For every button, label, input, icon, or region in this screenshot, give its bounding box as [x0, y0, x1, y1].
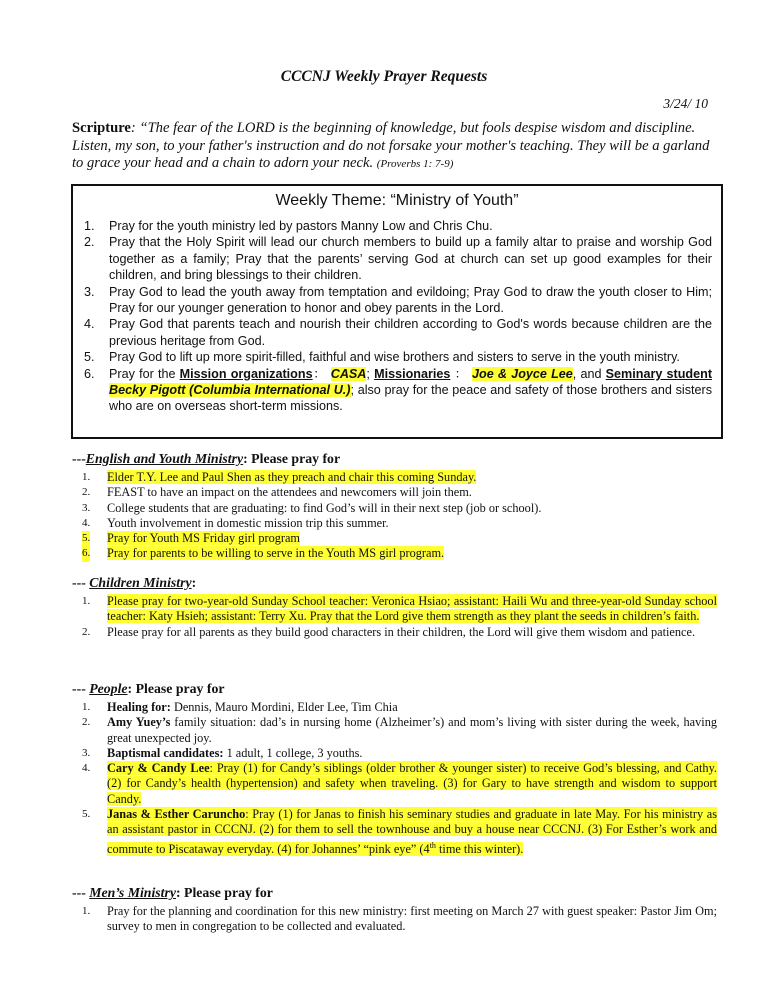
- heading-rest: : Please pray for: [176, 885, 273, 900]
- list-item: [72, 485, 717, 500]
- heading-rest: : Please pray for: [127, 681, 225, 696]
- item-text: Pray for parents to be willing to serve in the Youth MS girl program.: [107, 546, 445, 561]
- item-number: 1.: [82, 701, 91, 713]
- item-text: Pray for the: [109, 366, 180, 381]
- list-item: [72, 531, 717, 546]
- heading-rest: : Please pray for: [243, 451, 341, 466]
- item-text: Please pray for all parents as they build good characters in their children, the Lord will give them wisdom and patience.: [107, 624, 696, 639]
- item-text: Pray God to lift up more spirit-filled, faithful and wise brothers and sisters to serve in the youth ministry.: [109, 350, 680, 365]
- item-number: 6.: [84, 366, 95, 381]
- item-text: Please pray for two-year-old Sunday School teacher: Veronica Hsiao; assistant: Haili Wu and three-year-old Sunday school teacher: Katy Hsieh; assistant: Terry Xu. Pray that the Lord give them strength as they plant the seeds in children’s faith.: [107, 594, 717, 624]
- item-text: time this winter).: [435, 841, 524, 856]
- person-name: Janas & Esther Caruncho: [107, 807, 246, 822]
- item-number: 4.: [82, 762, 91, 775]
- weekly-theme-title: Weekly Theme: “Ministry of Youth”: [275, 192, 519, 209]
- person-name: Amy Yuey’s: [107, 715, 171, 730]
- list-item: [72, 516, 717, 531]
- item-text: Youth involvement in domestic mission trip this summer.: [107, 515, 389, 530]
- item-text: : Pray (1) for Candy’s siblings (older brother & younger sister) to receive God’s blessing, and Cathy. (2) for Candy’s health (hypertension) and safety when traveling. (3) for Gary to have strength and wisdom to support Candy.: [107, 761, 717, 806]
- person-name: Healing for:: [107, 700, 171, 714]
- item-text: Dennis, Mauro Mordini, Elder Lee, Tim Chia: [170, 700, 398, 714]
- list-item: [73, 284, 721, 317]
- item-number: 2.: [82, 625, 91, 638]
- scripture-block: [72, 120, 712, 174]
- section-name: English and Youth Ministry: [85, 451, 244, 466]
- heading-dash: ---: [72, 575, 90, 590]
- casa-highlight: CASA: [330, 366, 367, 381]
- section-name: Men’s Ministry: [89, 885, 176, 900]
- seminary-student-label: Seminary student: [605, 366, 713, 381]
- mens-ministry-section: [72, 885, 717, 935]
- list-item-missions: [73, 366, 721, 415]
- person-name: Cary & Candy Lee: [107, 761, 210, 776]
- item-text: Pray for Youth MS Friday girl program: [107, 531, 300, 546]
- list-item: [72, 594, 717, 625]
- list-item: [72, 625, 717, 640]
- separator: ;: [366, 366, 375, 381]
- scripture-text: “The fear of the LORD is the beginning of knowledge, but fools despise wisdom and discipline. Listen, my son, to your father's instruction and do not forsake your mother's teaching. They will be a garland to grace your head and a chain to adorn your neck.: [72, 120, 710, 171]
- seminary-student-highlight: Becky Pigott (Columbia International U.): [109, 383, 351, 398]
- section-name: People: [89, 681, 128, 696]
- date-label: 3/24/ 10: [663, 96, 708, 111]
- item-number: 2.: [84, 235, 95, 250]
- item-text: family situation: dad’s in nursing home (Alzheimer’s) and mom’s living with sister during the week, having great unexpected joy.: [107, 715, 717, 745]
- list-item: [72, 761, 717, 807]
- item-text: Elder T.Y. Lee and Paul Shen as they preach and chair this coming Sunday.: [107, 470, 477, 484]
- item-text: : Pray (1) for Janas to finish his seminary studies and graduate in late May. For his ministry as an assistant pastor in CCCNJ. (2) for them to sell the townhouse and buy a house near CCCNJ. (3) For Esther’s work and commute to Piscataway everyday. (4) for Johannes’ “pink eye” (4: [107, 807, 717, 856]
- item-number: 2.: [82, 486, 91, 499]
- list-item: [72, 746, 717, 761]
- item-text: Pray God that parents teach and nourish their children according to God's words because children are the previous heritage from God.: [109, 317, 712, 348]
- missionaries-label: Missionaries: [374, 366, 451, 381]
- list-item: [72, 715, 717, 746]
- superscript: th: [429, 840, 436, 850]
- item-text: FEAST to have an impact on the attendees and newcomers will join them.: [107, 485, 472, 500]
- mission-organizations-label: Mission organizations: [179, 366, 313, 381]
- heading-dash: ---: [72, 681, 90, 696]
- item-text: Pray for the planning and coordination for this new ministry: first meeting on March 27 with guest speaker: Pastor Jim Om; survey to men in congregation to be collected and evaluated.: [107, 904, 717, 934]
- list-item: [72, 470, 717, 485]
- weekly-theme-list: [73, 218, 721, 415]
- item-text: 1 adult, 1 college, 3 youths.: [223, 745, 363, 760]
- list-item: [72, 501, 717, 516]
- item-number: 4.: [82, 516, 91, 529]
- list-item: [72, 807, 717, 857]
- item-number: 4.: [84, 317, 95, 332]
- section-heading: [72, 575, 717, 591]
- section-name: Children Ministry: [89, 575, 192, 590]
- item-number: 6.: [82, 546, 90, 561]
- item-text: Pray God to lead the youth away from temptation and evildoing; Pray God to draw the youth closer to Him; Pray for our younger generation to honor and obey parents in the Lord.: [109, 284, 712, 316]
- children-ministry-section: [72, 575, 717, 640]
- item-number: 1.: [82, 905, 91, 917]
- separator: ：: [312, 366, 331, 381]
- scripture-reference: (Proverbs 1: 7-9): [376, 158, 454, 170]
- weekly-theme-box: [71, 184, 723, 439]
- person-name: Baptismal candidates:: [107, 745, 224, 760]
- item-number: 3.: [82, 746, 91, 759]
- item-text: College students that are graduating: to find God’s will in their next step (job or school).: [107, 500, 542, 515]
- item-number: 1.: [82, 595, 91, 607]
- list-item: [73, 316, 721, 349]
- heading-rest: :: [191, 575, 197, 590]
- item-number: 3.: [82, 501, 91, 514]
- mens-ministry-list: [72, 904, 717, 935]
- separator: , and: [572, 366, 606, 381]
- item-number: 5.: [82, 808, 91, 821]
- item-number: 5.: [84, 350, 95, 365]
- missionaries-highlight: Joe & Joyce Lee: [472, 366, 573, 381]
- section-heading: [72, 681, 717, 697]
- item-text: ; also pray for the peace and safety of those brothers and sisters who are on overseas short-term missions.: [109, 383, 713, 414]
- section-heading: [72, 885, 717, 901]
- page-title: CCCNJ Weekly Prayer Requests: [280, 68, 488, 85]
- list-item: [72, 904, 717, 935]
- scripture-colon: :: [130, 120, 136, 136]
- list-item: [73, 234, 721, 283]
- heading-dash: ---: [72, 451, 86, 466]
- list-item: [73, 349, 721, 365]
- heading-dash: ---: [72, 885, 90, 900]
- item-number: 3.: [84, 284, 95, 299]
- item-text: Pray for the youth ministry led by pastors Manny Low and Chris Chu.: [109, 219, 493, 233]
- item-number: 5.: [82, 531, 90, 546]
- item-number: 1.: [84, 219, 95, 233]
- item-number: 2.: [82, 716, 91, 729]
- english-youth-list: [72, 470, 717, 562]
- people-section: [72, 681, 717, 857]
- section-heading: [72, 451, 717, 467]
- list-item: [72, 546, 717, 561]
- english-youth-section: [72, 451, 717, 562]
- list-item: [72, 700, 717, 715]
- people-list: [72, 700, 717, 857]
- list-item: [73, 218, 721, 234]
- separator: ：: [450, 366, 473, 381]
- children-ministry-list: [72, 594, 717, 640]
- item-number: 1.: [82, 471, 91, 483]
- scripture-label: Scripture: [72, 120, 131, 136]
- item-text: Pray that the Holy Spirit will lead our church members to build up a family altar to praise and worship God together as a family; Pray that the parents’ serving God at church can set up good examples for their children, and bring blessings to their children.: [109, 235, 712, 283]
